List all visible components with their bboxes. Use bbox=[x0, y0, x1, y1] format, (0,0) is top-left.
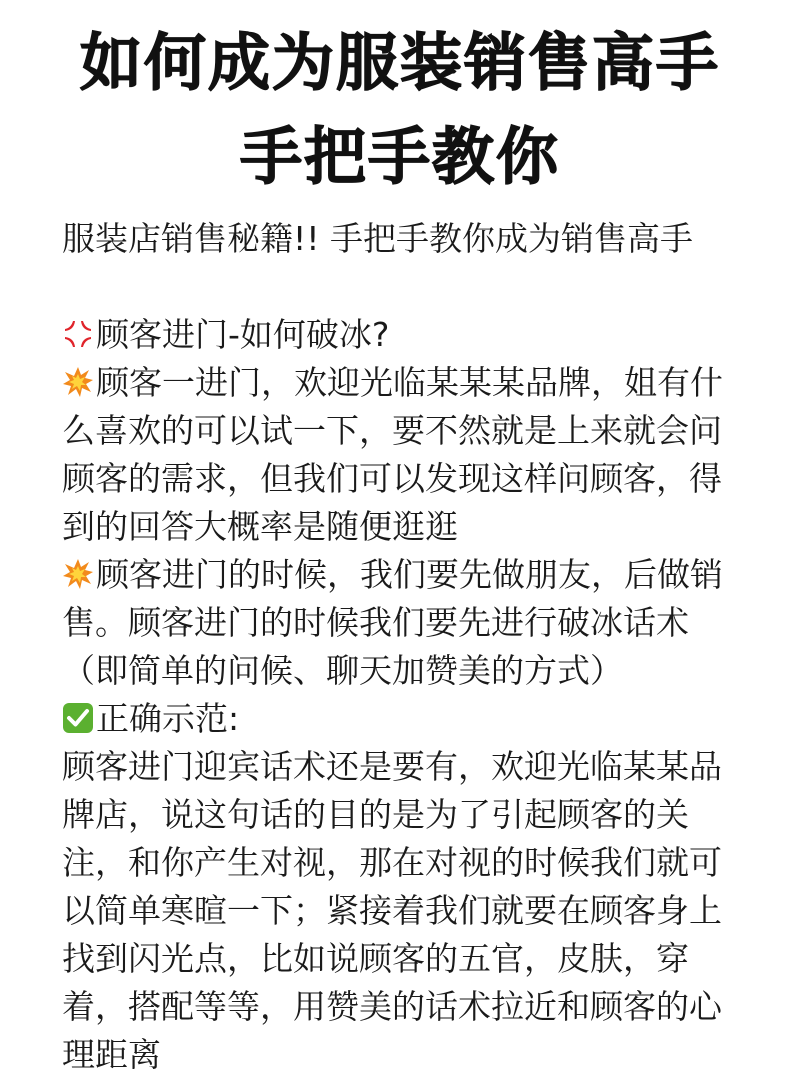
example-line: 注，和你产生对视，那在对视的时候我们就可 bbox=[62, 843, 722, 882]
example-line: 牌店，说这句话的目的是为了引起顾客的关 bbox=[62, 795, 689, 834]
point-line bbox=[62, 359, 752, 407]
point-line: 顾客的需求，但我们可以发现这样问顾客，得 bbox=[62, 459, 722, 498]
example-line: 理距离 bbox=[62, 1035, 161, 1074]
point-text: 顾客进门的时候，我们要先做朋友，后做销 bbox=[96, 555, 723, 594]
point-line: 售。顾客进门的时候我们要先进行破冰话术 bbox=[62, 603, 689, 642]
check-mark-button-icon bbox=[62, 702, 94, 734]
anger-symbol-icon bbox=[62, 318, 94, 350]
correct-heading-line bbox=[62, 695, 752, 743]
point-line: 到的回答大概率是随便逛逛 bbox=[62, 507, 458, 546]
example-line: 顾客进门迎宾话术还是要有，欢迎光临某某品 bbox=[62, 747, 722, 786]
example-line: 找到闪光点，比如说顾客的五官，皮肤，穿 bbox=[62, 939, 689, 978]
blank-line bbox=[62, 263, 752, 311]
collision-icon bbox=[62, 558, 94, 590]
point-line: 么喜欢的可以试一下，要不然就是上来就会问 bbox=[62, 411, 722, 450]
article-body bbox=[62, 215, 752, 1079]
section-heading-line bbox=[62, 311, 752, 359]
collision-icon bbox=[62, 366, 94, 398]
point-line: （即简单的问候、聊天加赞美的方式） bbox=[62, 651, 623, 690]
correct-heading-text: 正确示范: bbox=[96, 699, 240, 738]
page-title-line-2: 手把手教你 bbox=[239, 120, 560, 193]
intro-line: 服装店销售秘籍!! 手把手教你成为销售高手 bbox=[62, 219, 693, 258]
page-title-line-1: 如何成为服装销售高手 bbox=[79, 26, 720, 99]
section-heading-text: 顾客进门-如何破冰? bbox=[96, 315, 390, 354]
example-line: 以简单寒暄一下；紧接着我们就要在顾客身上 bbox=[62, 891, 722, 930]
example-line: 着，搭配等等，用赞美的话术拉近和顾客的心 bbox=[62, 987, 722, 1026]
point-text: 顾客一进门，欢迎光临某某某品牌，姐有什 bbox=[96, 363, 723, 402]
point-line bbox=[62, 551, 752, 599]
